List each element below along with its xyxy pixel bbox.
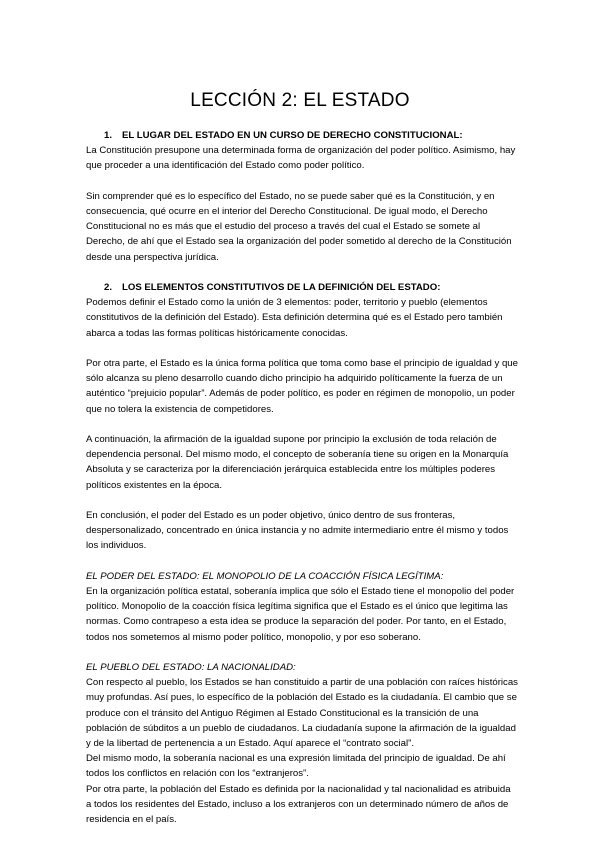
page-title: LECCIÓN 2: EL ESTADO [190,90,410,111]
section-2-heading [86,280,518,295]
section-1-paragraph-2: Sin comprender qué es lo específico del Estado, no se puede saber qué es la Constitución, y en consecuencia, qué ocurre en el interior del Derecho Constitucional. De igual modo, el Derecho Constitucional no es más que el estudio del proceso a través del cual el Estado se somete al Derecho, de ahí que el Estado sea la organización del poder sometido al derecho de la Constitución desde una perspectiva jurídica. [86,190,512,263]
section-2-paragraph-3: A continuación, la afirmación de la igualdad supone por principio la exclusión de toda relación de dependencia personal. Del mismo modo, el concepto de soberanía tiene su origen en la Monarquía Absoluta y se caracteriza por la diferenciación jerárquica establecida entre los múltiples poderes políticos existentes en la época. [86,434,509,491]
section-2-paragraph-4: En conclusión, el poder del Estado es un poder objetivo, único dentro de sus fronteras, despersonalizado, concentrado en única instancia y no admite intermediario entre él mismo y todos los individuos. [86,510,509,552]
pueblo-paragraph-2: Del mismo modo, la soberanía nacional es una expresión limitada del principio de igualdad. De ahí todos los conflictos en relación con los “extranjeros”. [86,753,506,780]
pueblo-paragraph-3: Por otra parte, la población del Estado es definida por la nacionalidad y tal nacionalidad es atribuida a todos los residentes del Estado, incluso a los extranjeros con un determinado número de años de residencia en el país. [86,783,511,826]
document-body [86,128,518,827]
pueblo-paragraph-1: Con respecto al pueblo, los Estados se han constituido a partir de una población con raíces históricas muy profundas. Así pues, lo específico de la población del Estado es la ciudadanía. El cambio que se produce con el tránsito del Antiguo Régimen al Estado Constitucional es la transición de una población de súbditos a un pueblo de ciudadanos. La ciudadanía supone la afirmación de la igualdad y de la libertad de pertenencia a un Estado. Aquí aparece el “contrato social”. [86,677,518,750]
section-1-heading [86,128,518,143]
section-1-heading-text: EL LUGAR DEL ESTADO EN UN CURSO DE DERECHO CONSTITUCIONAL: [122,130,463,141]
section-2-paragraph-1: Podemos definir el Estado como la unión de 3 elementos: poder, territorio y pueblo (elementos constitutivos de la definición del Estado). Esta definición determina qué es el Estado pero también abarca a todas las formas políticas históricamente conocidas. [86,297,503,339]
poder-heading: EL PODER DEL ESTADO: EL MONOPOLIO DE LA COACCIÓN FÍSICA LEGÍTIMA: [86,570,444,582]
section-2-heading-text: LOS ELEMENTOS CONSTITUTIVOS DE LA DEFINICIÓN DEL ESTADO: [122,282,441,293]
section-2-number: 2. [104,282,113,293]
section-1-number: 1. [104,130,113,141]
section-1-paragraph-1: La Constitución presupone una determinada forma de organización del poder político. Asimismo, hay que proceder a una identificación del Estado como poder político. [86,145,516,172]
poder-paragraph-1: En la organización política estatal, soberanía implica que sólo el Estado tiene el monopolio del poder político. Monopolio de la coacción física legítima significa que el Estado es el único que legitima las normas. Como contrapeso a esta idea se produce la separación del poder. Por tanto, en el Estado, todos nos sometemos al mismo poder político, monopolio, y por eso soberano. [86,586,515,643]
pueblo-heading: EL PUEBLO DEL ESTADO: LA NACIONALIDAD: [86,662,296,673]
section-2-paragraph-2: Por otra parte, el Estado es la única forma política que toma como base el principio de igualdad y que sólo alcanza su pleno desarrollo cuando dicho principio ha adquirido políticamente la fuerza de un auténtico “prejuicio popular”. Además de poder político, es poder en régimen de monopolio, un poder que no tolera la existencia de competidores. [86,358,518,415]
